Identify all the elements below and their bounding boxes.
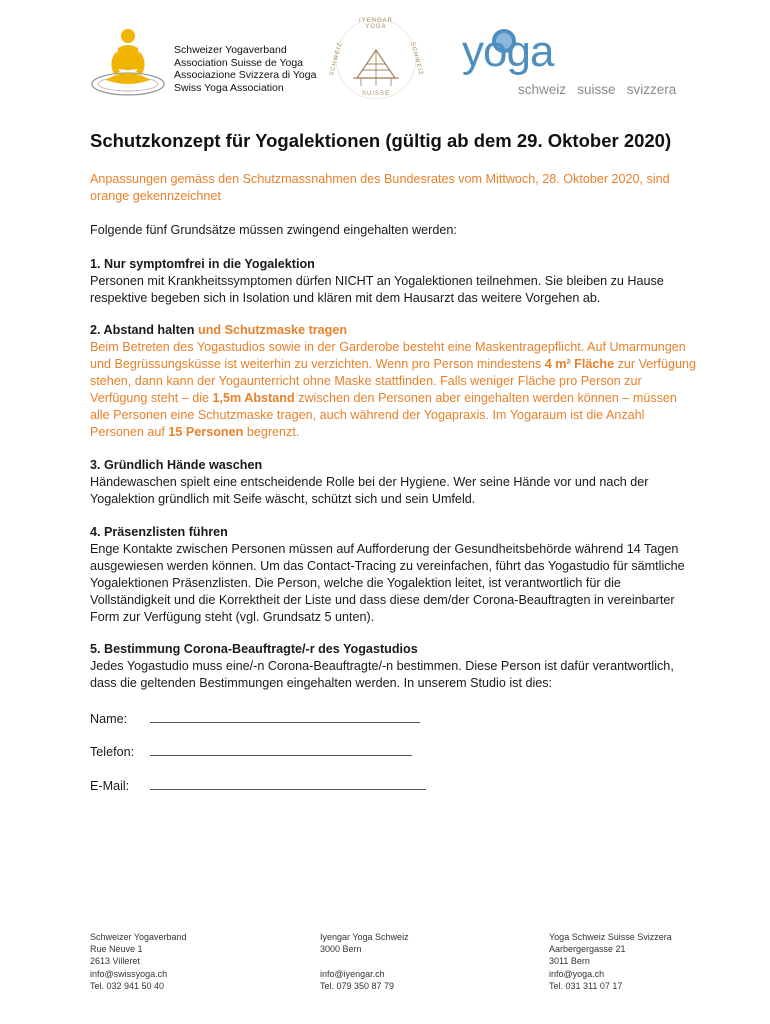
footer-line: 3000 Bern bbox=[320, 944, 362, 955]
footer-line bbox=[320, 955, 520, 967]
footer-line: Tel. 031 311 07 17 bbox=[549, 980, 623, 991]
footer-line: Rue Neuve 1 bbox=[90, 944, 143, 955]
body-bold: 15 Personen bbox=[168, 425, 244, 439]
body-part: Beim Betreten des Yogastudios sowie in der Garderobe besteht eine Maskentragepflicht. Auf Umarmungen und Begrüssungsküsse ist weiterhin zu verzichten. Wenn pro Person mindestens bbox=[90, 340, 686, 371]
yoga-wordmark: yoga bbox=[462, 27, 554, 76]
footer-line: Iyengar Yoga Schweiz bbox=[320, 932, 409, 942]
svy-name-line: Association Suisse de Yoga bbox=[174, 56, 304, 69]
lead-text: Folgende fünf Grundsätze müssen zwingend eingehalten werden: bbox=[90, 223, 457, 237]
section-2 bbox=[90, 322, 700, 441]
svy-name-line: Schweizer Yogaverband bbox=[174, 44, 287, 56]
iyengar-ring-top: IYENGAR YOGA bbox=[358, 18, 393, 30]
body-part: zur Verfügung stehen, dann kann der Yogaunterricht ohne Maske stattfinden. Falls weniger Fläche pro Person zur Verfügung steht – die bbox=[90, 357, 696, 405]
section-body: Jedes Yogastudio muss eine/-n Corona-Beauftragte/-n bestimmen. Diese Person ist dafür verantwortlich, dass die geltenden Bestimmungen eingehalten werden. In unserem Studio ist dies: bbox=[90, 659, 674, 690]
footer-line: Tel. 079 350 87 79 bbox=[320, 980, 395, 991]
email-field-row bbox=[90, 777, 426, 793]
phone-field-row bbox=[90, 743, 412, 759]
section-body: Enge Kontakte zwischen Personen müssen auf Aufforderung der Gesundheitsbehörde während 14 Tagen ausgewiesen werden können. Um das Contact-Tracing zu vereinfachen, führt das Yogastudio für sämtliche Yogalektionen Präsenzlisten. Die Person, welche die Yogalektion leitet, ist verantwortlich für die Vollständigkeit und die Korrektheit der Liste und dass diese dem/der Corona-Beauftragten in vereinbarter Form zur Verfügung steht (vgl. Grundsatz 5 unten). bbox=[90, 542, 685, 624]
footer-line: 2613 Villeret bbox=[90, 956, 140, 967]
footer-col-svy bbox=[90, 931, 290, 992]
footer-line: Tel. 032 941 50 40 bbox=[90, 980, 165, 991]
footer-line: 3011 Bern bbox=[549, 956, 590, 967]
name-input-line[interactable] bbox=[150, 710, 420, 723]
footer-col-iyengar bbox=[320, 931, 520, 992]
email-input-line[interactable] bbox=[150, 777, 426, 790]
footer-line: info@swissyoga.ch bbox=[90, 968, 168, 979]
section-heading: 3. Gründlich Hände waschen bbox=[90, 458, 263, 472]
iyengar-ring-right: SCHWEIZ bbox=[408, 41, 424, 77]
svy-logo bbox=[88, 22, 168, 102]
footer-line: Schweizer Yogaverband bbox=[90, 932, 187, 942]
yoga-logo bbox=[462, 28, 662, 78]
phone-label: Telefon: bbox=[90, 745, 135, 759]
meditating-figure-icon bbox=[88, 22, 168, 102]
footer-line: info@yoga.ch bbox=[549, 968, 605, 979]
iyengar-ring-left: SCHWEIZ bbox=[328, 41, 344, 77]
iyengar-logo bbox=[328, 16, 424, 102]
yoga-tagline: schweiz suisse svizzera bbox=[518, 82, 677, 97]
footer-line: Aarbergergasse 21 bbox=[549, 944, 626, 955]
footer-col-yoga bbox=[549, 931, 749, 992]
heading-orange-text: und Schutzmaske tragen bbox=[194, 323, 348, 337]
name-label: Name: bbox=[90, 712, 128, 726]
heading-text: 2. Abstand halten bbox=[90, 323, 195, 337]
section-4 bbox=[90, 524, 702, 626]
section-3 bbox=[90, 457, 700, 508]
email-label: E-Mail: bbox=[90, 779, 130, 793]
body-bold: 1,5m Abstand bbox=[212, 391, 295, 405]
section-body bbox=[90, 339, 700, 441]
footer-line: Yoga Schweiz Suisse Svizzera bbox=[549, 932, 672, 942]
svy-name-line: Swiss Yoga Association bbox=[174, 81, 284, 94]
section-heading: 5. Bestimmung Corona-Beauftragte/-r des Yogastudios bbox=[90, 642, 418, 656]
intro-orange-note: Anpassungen gemäss den Schutzmassnahmen des Bundesrates vom Mittwoch, 28. Oktober 2020, sind orange gekennzeichnet bbox=[90, 172, 670, 203]
footer-line: info@iyengar.ch bbox=[320, 968, 385, 979]
body-part: begrenzt. bbox=[243, 425, 300, 439]
section-heading: 1. Nur symptomfrei in die Yogalektion bbox=[90, 257, 315, 271]
svy-name-line: Associazione Svizzera di Yoga bbox=[174, 69, 317, 81]
phone-input-line[interactable] bbox=[150, 743, 412, 756]
section-body: Personen mit Krankheitssymptomen dürfen NICHT an Yogalektionen teilnehmen. Sie bleiben zu Hause respektive begeben sich in Isolation und klären mit dem Hausarzt das weitere Vorgehen ab. bbox=[90, 274, 664, 305]
body-part: zwischen den Personen aber eingehalten werden können – müssen alle Personen eine Schutzmaske tragen, auch während der Yogapraxis. Im Yogaraum ist die Anzahl Personen auf bbox=[90, 391, 677, 439]
section-1 bbox=[90, 256, 705, 307]
page-title: Schutzkonzept für Yogalektionen (gültig ab dem 29. Oktober 2020) bbox=[90, 130, 672, 151]
section-heading bbox=[90, 322, 700, 339]
section-5 bbox=[90, 641, 690, 692]
section-heading: 4. Präsenzlisten führen bbox=[90, 525, 228, 539]
svy-name-block bbox=[174, 44, 334, 94]
section-body: Händewaschen spielt eine entscheidende Rolle bei der Hygiene. Wer seine Hände vor und nach der Yogalektion gründlich mit Seife wäscht, schützt sich und sein Umfeld. bbox=[90, 475, 649, 506]
iyengar-ring-bottom: SUISSE bbox=[361, 91, 390, 97]
body-bold: 4 m² Fläche bbox=[544, 357, 615, 371]
name-field-row bbox=[90, 710, 420, 726]
